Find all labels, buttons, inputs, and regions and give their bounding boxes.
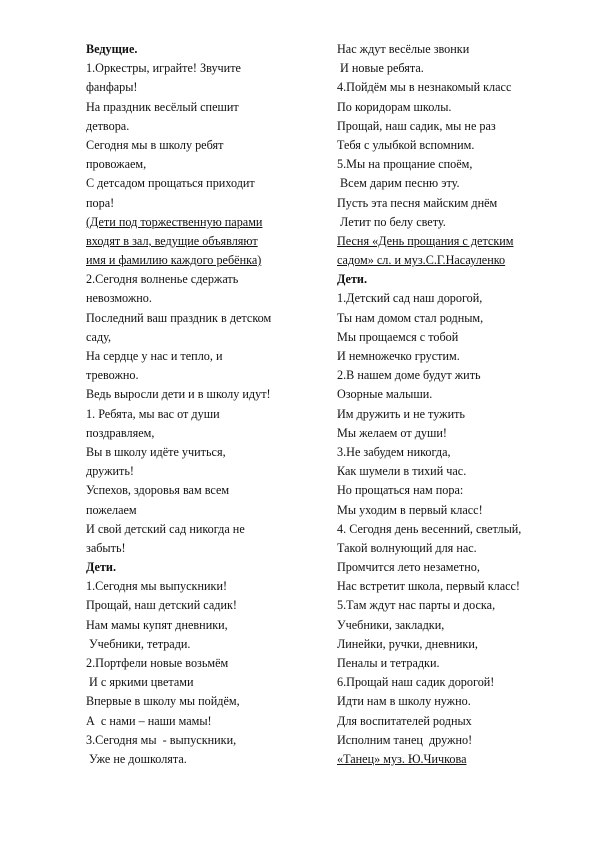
- right-column-line: Нас встретит школа, первый класс!: [337, 579, 520, 594]
- left-column-line: 3.Сегодня мы - выпускники,: [86, 732, 237, 747]
- right-column-line: 6.Прощай наш садик дорогой!: [337, 675, 495, 690]
- left-column-line: 1.Оркестры, играйте! Звучите: [86, 61, 241, 76]
- left-column-line: провожаем,: [86, 157, 147, 172]
- right-column-line: Всем дарим песню эту.: [337, 176, 460, 191]
- left-column-line: Прощай, наш детский садик!: [86, 598, 237, 613]
- left-column-line: саду,: [86, 329, 112, 344]
- right-column-line: Озорные малыши.: [337, 387, 433, 402]
- left-column-line: На праздник весёлый спешит: [86, 99, 239, 114]
- right-column: [337, 40, 577, 769]
- left-column-line: Ведь выросли дети и в школу идут!: [86, 387, 271, 402]
- left-column-line: На сердце у нас и тепло, и: [86, 349, 223, 363]
- left-column-line: пора!: [86, 195, 115, 210]
- left-column-line: невозможно.: [86, 291, 152, 306]
- right-column-line: Учебники, закладки,: [337, 617, 445, 632]
- left-column-line: дружить!: [86, 464, 134, 479]
- right-column-line: Пеналы и тетрадки.: [337, 656, 440, 670]
- right-column-line: Песня «День прощания с детским: [337, 233, 514, 248]
- left-column-line: Дети.: [86, 560, 116, 575]
- right-column-line: 5.Там ждут нас парты и доска,: [337, 598, 496, 613]
- right-column-line: Нас ждут весёлые звонки: [337, 42, 470, 56]
- right-column-line: По коридорам школы.: [337, 99, 452, 114]
- right-column-line: садом» сл. и муз.С.Г.Насауленко: [337, 253, 506, 268]
- left-column-line: И с яркими цветами: [86, 675, 194, 690]
- left-column-line: Сегодня мы в школу ребят: [86, 137, 224, 152]
- right-column-line: Как шумели в тихий час.: [337, 464, 467, 479]
- right-column-line: 5.Мы на прощание споём,: [337, 157, 473, 172]
- right-column-line: И новые ребята.: [337, 61, 424, 76]
- left-column-line: (Дети под торжественную парами: [86, 214, 263, 229]
- right-column-line: Им дружить и не тужить: [337, 406, 465, 421]
- right-column-line: Ты нам домом стал родным,: [337, 310, 484, 325]
- right-column-line: Пусть эта песня майским днём: [337, 195, 498, 210]
- left-column-line: Последний ваш праздник в детском: [86, 310, 272, 325]
- right-column-line: Тебя с улыбкой вспомним.: [337, 137, 475, 152]
- left-column-line: 2.Портфели новые возьмём: [86, 656, 229, 670]
- right-column-line: Промчится лето незаметно,: [337, 560, 480, 575]
- right-column-line: Прощай, наш садик, мы не раз: [337, 118, 496, 133]
- left-column-line: Вы в школу идёте учиться,: [86, 444, 226, 459]
- right-column-line: 4.Пойдём мы в незнакомый класс: [337, 80, 512, 95]
- right-column-line: Но прощаться нам пора:: [337, 483, 464, 498]
- left-column-line: Уже не дошколята.: [86, 751, 187, 766]
- left-column-line: тревожно.: [86, 368, 139, 383]
- left-column-line: входят в зал, ведущие объявляют: [86, 233, 258, 248]
- left-column-line: 1. Ребята, мы вас от души: [86, 406, 220, 421]
- left-column-line: фанфары!: [86, 80, 138, 95]
- left-column-line: А с нами – наши мамы!: [86, 713, 212, 728]
- left-column-line: поздравляем,: [86, 425, 155, 440]
- left-column-line: детвора.: [86, 118, 130, 133]
- right-column-line: Летит по белу свету.: [337, 214, 446, 229]
- right-column-line: 4. Сегодня день весенний, светлый,: [337, 521, 522, 536]
- right-column-line: 2.В нашем доме будут жить: [337, 368, 481, 383]
- right-column-line: Дети.: [337, 272, 367, 287]
- left-column-line: И свой детский сад никогда не: [86, 521, 245, 536]
- right-column-line: Исполним танец дружно!: [337, 732, 473, 747]
- right-column-line: Такой волнующий для нас.: [337, 540, 477, 555]
- left-column-line: 1.Сегодня мы выпускники!: [86, 579, 228, 594]
- right-column-line: 1.Детский сад наш дорогой,: [337, 291, 483, 306]
- right-column-line: И немножечко грустим.: [337, 349, 460, 363]
- left-column: [86, 40, 326, 769]
- right-column-line: Линейки, ручки, дневники,: [337, 636, 478, 651]
- right-column-line: Идти нам в школу нужно.: [337, 694, 471, 709]
- left-column-line: 2.Сегодня волненье сдержать: [86, 272, 239, 287]
- right-column-line: Мы прощаемся с тобой: [337, 329, 459, 344]
- left-column-line: Ведущие.: [86, 42, 138, 56]
- left-column-line: пожелаем: [86, 502, 137, 517]
- left-column-line: Учебники, тетради.: [86, 636, 191, 651]
- right-column-line: Для воспитателей родных: [337, 713, 472, 728]
- right-column-line: «Танец» муз. Ю.Чичкова: [337, 751, 467, 766]
- left-column-line: С детсадом прощаться приходит: [86, 176, 255, 191]
- left-column-line: забыть!: [86, 540, 126, 555]
- left-column-line: имя и фамилию каждого ребёнка): [86, 253, 262, 268]
- right-column-line: Мы уходим в первый класс!: [337, 502, 483, 517]
- left-column-line: Успехов, здоровья вам всем: [86, 483, 230, 498]
- left-column-line: Нам мамы купят дневники,: [86, 617, 228, 632]
- left-column-line: Впервые в школу мы пойдём,: [86, 694, 240, 709]
- right-column-line: Мы желаем от души!: [337, 425, 447, 440]
- right-column-line: 3.Не забудем никогда,: [337, 444, 451, 459]
